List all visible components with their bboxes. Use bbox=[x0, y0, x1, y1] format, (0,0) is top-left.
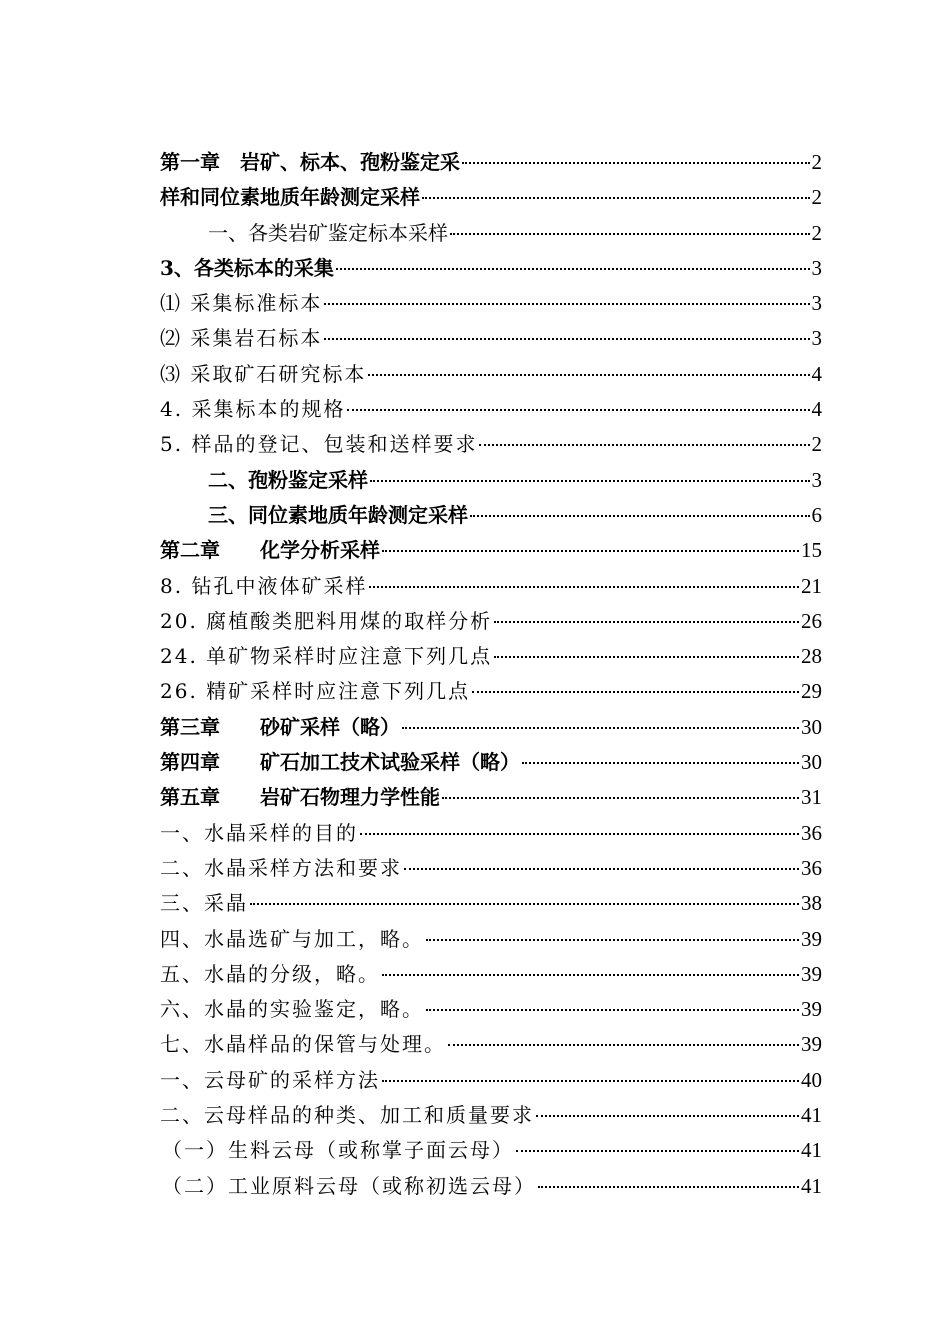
toc-leader-dots bbox=[324, 303, 809, 305]
toc-entry-page: 30 bbox=[801, 750, 822, 775]
toc-entry-page: 2 bbox=[811, 432, 822, 457]
toc-entry-item[interactable] bbox=[160, 816, 822, 851]
toc-entry-item[interactable] bbox=[160, 1169, 822, 1204]
toc-entry-item[interactable] bbox=[160, 1063, 822, 1098]
toc-entry-page: 41 bbox=[801, 1173, 822, 1198]
toc-entry-page: 39 bbox=[801, 997, 822, 1022]
toc-entry-title: 三、采晶 bbox=[160, 891, 248, 916]
toc-leader-dots bbox=[538, 1186, 799, 1188]
toc-entry-title: 第一章 岩矿、标本、孢粉鉴定采 bbox=[160, 150, 460, 174]
toc-leader-dots bbox=[462, 162, 810, 164]
toc-leader-dots bbox=[479, 444, 809, 446]
toc-entry-item[interactable] bbox=[160, 427, 822, 462]
toc-entry-title: 六、水晶的实验鉴定，略。 bbox=[160, 997, 424, 1022]
table-of-contents bbox=[160, 145, 822, 1204]
toc-entry-title: 8. 钻孔中液体矿采样 bbox=[160, 573, 368, 598]
toc-entry-title: 5. 样品的登记、包装和送样要求 bbox=[160, 432, 478, 457]
toc-leader-dots bbox=[422, 197, 810, 199]
toc-entry-title: 五、水晶的分级，略。 bbox=[160, 961, 380, 986]
toc-entry-item[interactable] bbox=[160, 1133, 822, 1168]
toc-entry-item[interactable] bbox=[160, 992, 822, 1027]
toc-entry-page: 41 bbox=[801, 1138, 822, 1163]
toc-leader-dots bbox=[382, 550, 799, 552]
toc-entry-page: 2 bbox=[811, 220, 822, 245]
toc-leader-dots bbox=[404, 868, 799, 870]
toc-entry-title: 第二章 化学分析采样 bbox=[160, 538, 380, 563]
toc-leader-dots bbox=[368, 374, 809, 376]
toc-entry-title: 第四章 矿石加工技术试验采样（略） bbox=[160, 750, 520, 775]
toc-leader-dots bbox=[448, 1044, 799, 1046]
toc-entry-title: ⑶ 采取矿石研究标本 bbox=[160, 361, 367, 386]
toc-entry-page: 29 bbox=[801, 679, 822, 704]
toc-leader-dots bbox=[370, 480, 810, 482]
toc-entry-title: 一、各类岩矿鉴定标本采样 bbox=[208, 220, 448, 245]
toc-entry-title: 一、水晶采样的目的 bbox=[160, 820, 358, 845]
toc-entry-title: 四、水晶选矿与加工，略。 bbox=[160, 926, 424, 951]
toc-leader-dots bbox=[382, 1080, 799, 1082]
toc-entry-title: ⑵ 采集岩石标本 bbox=[160, 326, 323, 351]
toc-leader-dots bbox=[516, 1150, 799, 1152]
toc-entry-section[interactable] bbox=[160, 463, 822, 498]
toc-entry-item[interactable] bbox=[160, 321, 822, 356]
toc-entry-title: 第三章 砂矿采样（略） bbox=[160, 714, 400, 739]
toc-entry-title: 三、同位素地质年龄测定采样 bbox=[208, 502, 468, 527]
toc-entry-title: 4. 采集标本的规格 bbox=[160, 397, 346, 422]
toc-entry-chapter-3[interactable] bbox=[160, 710, 822, 745]
toc-entry-page: 26 bbox=[801, 608, 822, 633]
toc-entry-title: 七、水晶样品的保管与处理。 bbox=[160, 1032, 446, 1057]
toc-entry-title: 样和同位素地质年龄测定采样 bbox=[160, 185, 420, 210]
toc-leader-dots bbox=[369, 586, 799, 588]
toc-entry-page: 21 bbox=[801, 573, 822, 598]
toc-entry-title: 3、各类标本的采集 bbox=[160, 255, 334, 280]
toc-entry-title: ⑴ 采集标准标本 bbox=[160, 291, 323, 316]
toc-entry-page: 3 bbox=[811, 326, 822, 351]
toc-entry-item[interactable] bbox=[160, 886, 822, 921]
toc-leader-dots bbox=[426, 939, 799, 941]
toc-leader-dots bbox=[470, 515, 810, 517]
toc-entry-title: 第五章 岩矿石物理力学性能 bbox=[160, 785, 440, 810]
toc-leader-dots bbox=[402, 727, 799, 729]
toc-entry-subsection[interactable] bbox=[160, 251, 822, 286]
toc-entry-title: 一、云母矿的采样方法 bbox=[160, 1067, 380, 1092]
toc-entry-item[interactable] bbox=[160, 286, 822, 321]
toc-entry-title: （二）工业原料云母（或称初选云母） bbox=[162, 1173, 536, 1198]
toc-entry-page: 2 bbox=[811, 150, 822, 174]
toc-entry-page: 4 bbox=[811, 397, 822, 422]
toc-entry-chapter-2[interactable] bbox=[160, 533, 822, 568]
toc-leader-dots bbox=[360, 833, 799, 835]
toc-entry-page: 6 bbox=[811, 502, 822, 527]
toc-leader-dots bbox=[522, 762, 799, 764]
toc-leader-dots bbox=[494, 656, 799, 658]
toc-entry-chapter-4[interactable] bbox=[160, 745, 822, 780]
toc-entry-page: 30 bbox=[801, 714, 822, 739]
toc-entry-section[interactable] bbox=[160, 498, 822, 533]
toc-entry-page: 39 bbox=[801, 926, 822, 951]
toc-entry-page: 4 bbox=[811, 361, 822, 386]
toc-entry-chapter-1-cont[interactable] bbox=[160, 180, 822, 215]
toc-leader-dots bbox=[536, 1115, 799, 1117]
toc-entry-page: 38 bbox=[801, 891, 822, 916]
toc-leader-dots bbox=[336, 268, 810, 270]
toc-leader-dots bbox=[494, 621, 799, 623]
toc-entry-item[interactable] bbox=[160, 674, 822, 709]
toc-entry-item[interactable] bbox=[160, 357, 822, 392]
toc-entry-title: 26. 精矿采样时应注意下列几点 bbox=[160, 679, 471, 704]
toc-leader-dots bbox=[426, 1009, 799, 1011]
toc-entry-title: （一）生料云母（或称掌子面云母） bbox=[162, 1138, 514, 1163]
toc-entry-chapter-1[interactable] bbox=[160, 145, 822, 180]
toc-entry-title: 24. 单矿物采样时应注意下列几点 bbox=[160, 644, 493, 669]
toc-leader-dots bbox=[250, 903, 799, 905]
toc-entry-item[interactable] bbox=[160, 604, 822, 639]
toc-entry-title: 20. 腐植酸类肥料用煤的取样分析 bbox=[160, 608, 493, 633]
toc-entry-item[interactable] bbox=[160, 639, 822, 674]
toc-entry-page: 39 bbox=[801, 1032, 822, 1057]
toc-entry-page: 2 bbox=[811, 185, 822, 210]
toc-leader-dots bbox=[472, 691, 799, 693]
toc-leader-dots bbox=[442, 797, 799, 799]
toc-leader-dots bbox=[382, 974, 799, 976]
toc-entry-page: 3 bbox=[811, 255, 822, 280]
toc-entry-item[interactable] bbox=[160, 1098, 822, 1133]
toc-entry-title: 二、水晶采样方法和要求 bbox=[160, 855, 402, 880]
toc-entry-page: 36 bbox=[801, 820, 822, 845]
toc-entry-item[interactable] bbox=[160, 1027, 822, 1062]
toc-leader-dots bbox=[324, 338, 809, 340]
toc-entry-item[interactable] bbox=[160, 922, 822, 957]
toc-entry-page: 39 bbox=[801, 961, 822, 986]
toc-entry-page: 41 bbox=[801, 1103, 822, 1128]
toc-entry-item[interactable] bbox=[160, 851, 822, 886]
toc-entry-page: 3 bbox=[811, 291, 822, 316]
toc-entry-item[interactable] bbox=[160, 392, 822, 427]
toc-leader-dots bbox=[347, 409, 809, 411]
toc-entry-page: 28 bbox=[801, 644, 822, 669]
toc-entry-section[interactable] bbox=[160, 216, 822, 251]
toc-entry-chapter-5[interactable] bbox=[160, 780, 822, 815]
toc-entry-title: 二、云母样品的种类、加工和质量要求 bbox=[160, 1103, 534, 1128]
toc-entry-title: 二、孢粉鉴定采样 bbox=[208, 467, 368, 492]
toc-entry-item[interactable] bbox=[160, 957, 822, 992]
toc-leader-dots bbox=[450, 233, 810, 235]
toc-entry-page: 31 bbox=[801, 785, 822, 810]
toc-entry-page: 36 bbox=[801, 855, 822, 880]
toc-entry-item[interactable] bbox=[160, 569, 822, 604]
toc-entry-page: 3 bbox=[811, 467, 822, 492]
toc-entry-page: 40 bbox=[801, 1067, 822, 1092]
toc-entry-page: 15 bbox=[801, 538, 822, 563]
